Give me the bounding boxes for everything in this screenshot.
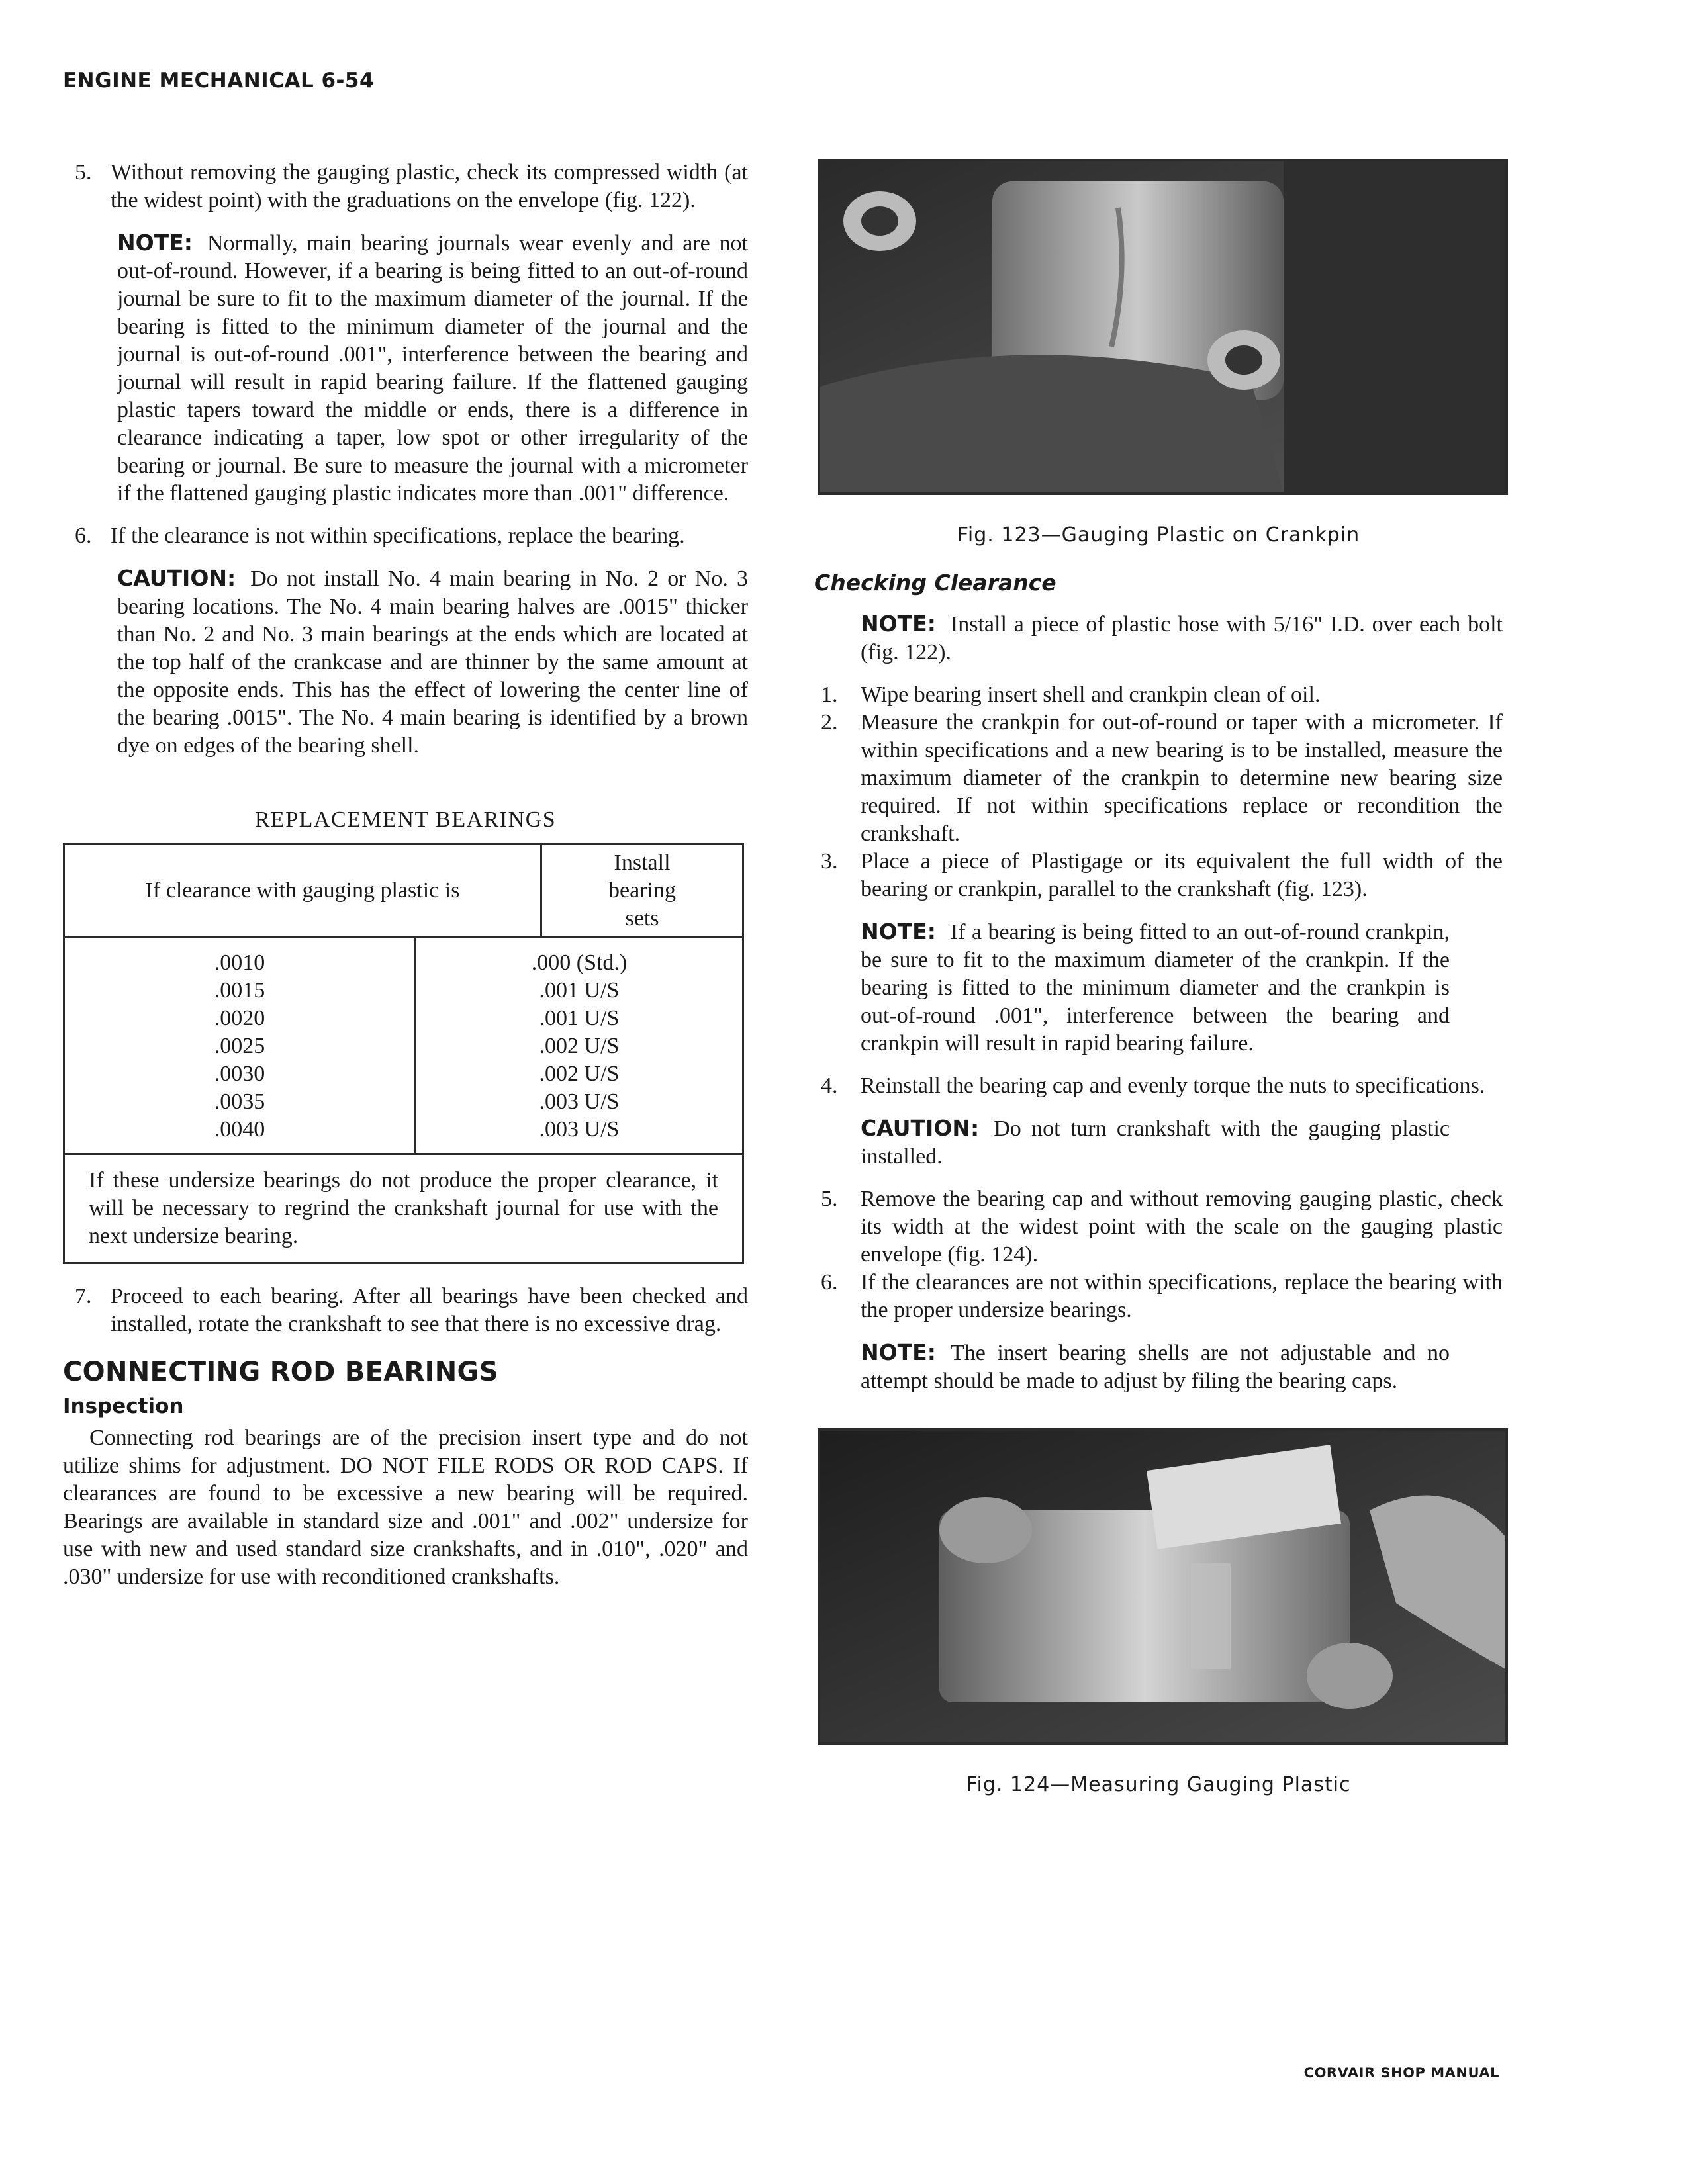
gauging-plastic-photo-illustration xyxy=(820,1431,1505,1742)
step-4-rod: 4. Reinstall the bearing cap and evenly torque the nuts to specifications. xyxy=(821,1073,1485,1098)
table-header-clearance: If clearance with gauging plastic is xyxy=(65,845,542,936)
clearance-column xyxy=(65,938,416,1153)
table-cell: .0030 xyxy=(214,1062,265,1086)
right-column xyxy=(814,159,1503,1799)
table-cell: .001 U/S xyxy=(539,1006,620,1030)
caution-crankshaft: CAUTION: Do not turn crankshaft with the gauging plastic installed. xyxy=(861,1115,1450,1169)
table-cell: .0035 xyxy=(214,1089,265,1114)
page-header: ENGINE MECHANICAL 6-54 xyxy=(63,69,375,93)
note-plastic-hose: NOTE: Install a piece of plastic hose with 5/16" I.D. over each bolt (fig. 122). xyxy=(861,611,1503,664)
crankpin-photo-illustration xyxy=(820,161,1505,492)
table-cell: .0015 xyxy=(214,978,265,1003)
inspection-paragraph: Connecting rod bearings are of the precision insert type and do not utilize shims for adjustment. DO NOT FILE RODS OR ROD CAPS. If clearances are found to be excessive a new bearing will be required. Bearings are available in standard size and .001" and .002" undersize for use with new and used standard size crankshafts, and in .010", .020" and .030" undersize for use with reconditioned crankshafts. xyxy=(63,1426,748,1589)
caution-no4-bearing: CAUTION: Do not install No. 4 main bearing in No. 2 or No. 3 bearing locations. The No. 4 main bearing halves are .0015" thicker than No. 2 and No. 3 main bearings at the ends which are located at the top half of the crankcase and are thinner by the same amount at the opposite ends. This has the effect of lowering the center line of the bearing .0015". The No. 4 main bearing is identified by a brown dye on edges of the bearing shell. xyxy=(117,565,748,758)
step-6-rod: 6. If the clearances are not within specifications, replace the bearing with the proper undersize bearings. xyxy=(821,1270,1503,1322)
table-cell: .0020 xyxy=(214,1006,265,1030)
step-1-rod: 1. Wipe bearing insert shell and crankpin clean of oil. xyxy=(821,682,1321,707)
bearing-set-column xyxy=(416,938,742,1153)
table-cell: .001 U/S xyxy=(539,978,620,1003)
replacement-bearings-table xyxy=(63,843,744,1264)
table-title: REPLACEMENT BEARINGS xyxy=(254,807,557,832)
step-5-main: 5. Without removing the gauging plastic, check its compressed width (at the widest point) with the graduations on the envelope (fig. 122). xyxy=(75,160,748,212)
step-7-main: 7. Proceed to each bearing. After all bearings have been checked and installed, rotate the crankshaft to see that there is no excessive drag. xyxy=(75,1284,748,1336)
table-footnote: If these undersize bearings do not produce the proper clearance, it will be necessary to regrind the crankshaft journal for use with the next undersize bearing. xyxy=(89,1168,718,1248)
table-cell: .0040 xyxy=(214,1117,265,1142)
table-cell: .0025 xyxy=(214,1034,265,1058)
table-cell: .0010 xyxy=(214,950,265,975)
table-cell: .002 U/S xyxy=(539,1062,620,1086)
figure-123-caption: Fig. 123—Gauging Plastic on Crankpin xyxy=(957,523,1360,547)
subsection-title: Inspection xyxy=(63,1394,184,1418)
step-5-rod: 5. Remove the bearing cap and without removing gauging plastic, check its width at the widest point with the scale on the gauging plastic envelope (fig. 124). xyxy=(821,1187,1503,1267)
figure-123-photo xyxy=(818,159,1508,495)
note-out-of-round-crankpin: NOTE: If a bearing is being fitted to an out-of-round crankpin, be sure to fit to the maximum diameter of the crankpin. If the bearing is fitted to the minimum diameter and the crankpin is out-of-round .001", interference between the bearing and crankpin will result in rapid bearing failure. xyxy=(861,919,1450,1056)
checking-clearance-title: Checking Clearance xyxy=(814,570,1056,596)
step-3-rod: 3. Place a piece of Plastigage or its equivalent the full width of the bearing or crankpin, parallel to the crankshaft (fig. 123). xyxy=(821,849,1503,901)
left-column xyxy=(63,159,748,1591)
note-out-of-round-journal: NOTE: Normally, main bearing journals wear evenly and are not out-of-round. However, if a bearing is being fitted to an out-of-round journal be sure to fit to the maximum diameter of the journal. If the bearing is fitted to the minimum diameter of the journal and the journal is out-of-round .001", interference between the bearing and journal will result in rapid bearing failure. If the flattened gauging plastic tapers toward the middle or ends, there is a difference in clearance indicating a taper, low spot or other irregularity of the bearing or journal. Be sure to measure the journal with a micrometer if the flattened gauging plastic indicates more than .001" difference. xyxy=(117,230,748,506)
table-cell: .002 U/S xyxy=(539,1034,620,1058)
table-header-install: Install bearing sets xyxy=(608,850,676,931)
table-header-row xyxy=(65,845,742,938)
figure-124-caption: Fig. 124—Measuring Gauging Plastic xyxy=(966,1773,1351,1796)
note-insert-shells: NOTE: The insert bearing shells are not adjustable and no attempt should be made to adjust by filing the bearing caps. xyxy=(861,1340,1450,1393)
table-cell: .003 U/S xyxy=(539,1117,620,1142)
table-body xyxy=(65,938,742,1155)
step-2-rod: 2. Measure the crankpin for out-of-round or taper with a micrometer. If within specifications and a new bearing is to be installed, measure the maximum diameter of the crankpin to determine new bearing size required. If not within specifications replace or recondition the crankshaft. xyxy=(821,710,1503,846)
figure-124-photo xyxy=(818,1428,1508,1745)
table-cell: .003 U/S xyxy=(539,1089,620,1114)
step-6-main: 6. If the clearance is not within specifications, replace the bearing. xyxy=(75,523,685,548)
section-title: CONNECTING ROD BEARINGS xyxy=(63,1357,498,1387)
page-footer: CORVAIR SHOP MANUAL xyxy=(1303,2065,1499,2081)
table-cell: .000 (Std.) xyxy=(531,950,628,975)
